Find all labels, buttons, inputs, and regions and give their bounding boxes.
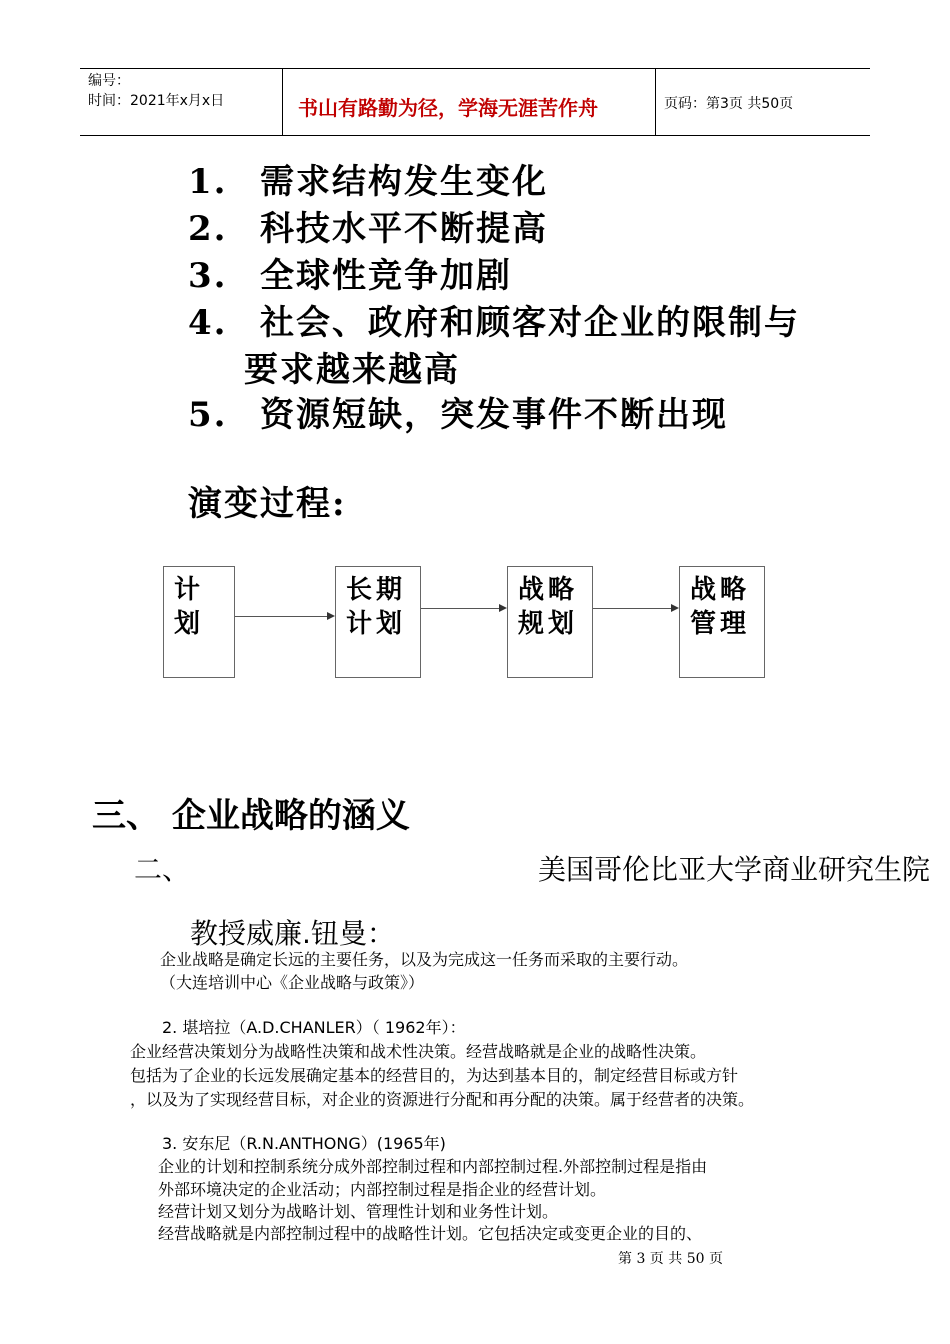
list-item-continuation: 要求越来越高	[244, 350, 460, 390]
flow-arrow	[593, 608, 677, 609]
stage-label: 计 划	[174, 575, 205, 639]
list-text: 全球性竞争加剧	[260, 256, 512, 296]
header-divider	[282, 68, 283, 136]
stage-label: 战略 规划	[518, 575, 579, 639]
list-number: 1.	[188, 162, 228, 202]
definition-line: 包括为了企业的长远发展确定基本的经营目的，为达到基本目的，制定经营目标或方针	[130, 1066, 739, 1085]
definition-heading: 2. 堪培拉（A.D.CHANLER）（ 1962年）：	[162, 1018, 466, 1037]
footer-page-number: 第 3 页 共 50 页	[618, 1251, 723, 1267]
definition-line: 企业的计划和控制系统分成外部控制过程和内部控制过程.外部控制过程是指由	[158, 1157, 708, 1176]
list-item	[188, 207, 548, 251]
stage-label: 战略 管理	[690, 575, 751, 639]
list-number: 5.	[188, 395, 228, 435]
definition-line: 企业经营决策划分为战略性决策和战术性决策。经营战略就是企业的战略性决策。	[130, 1042, 707, 1061]
stage-box-strategic-management	[679, 566, 765, 678]
list-number: 3.	[188, 256, 228, 296]
definition-author: 教授威廉.钮曼：	[190, 917, 395, 950]
header-page-info: 页码：第3页 共50页	[664, 96, 794, 112]
definition-text: 企业战略是确定长远的主要任务，以及为完成这一任务而采取的主要行动。	[160, 950, 689, 969]
definition-source: 美国哥伦比亚大学商业研究生院	[538, 853, 931, 886]
list-number: 2.	[188, 209, 228, 249]
header-top-rule	[80, 68, 870, 69]
definition-line: 外部环境决定的企业活动；内部控制过程是指企业的经营计划。	[158, 1180, 607, 1199]
time-label: 时间：2021年x月x日	[88, 93, 225, 109]
list-text: 需求结构发生变化	[260, 162, 548, 202]
flow-arrow	[421, 608, 505, 609]
list-text: 社会、政府和顾客对企业的限制与	[260, 303, 800, 343]
stage-label: 长期 计划	[346, 575, 407, 639]
definition-line: 经营计划又划分为战略计划、管理性计划和业务性计划。	[158, 1202, 559, 1221]
evolution-title: 演变过程:	[188, 484, 347, 524]
definition-line: 经营战略就是内部控制过程中的战略性计划。它包括决定或变更企业的目的、	[158, 1224, 703, 1243]
list-item	[188, 160, 548, 204]
list-item	[188, 301, 800, 345]
stage-box-strategic-planning	[507, 566, 593, 678]
definition-line: ，以及为了实现经营目标，对企业的资源进行分配和再分配的决策。属于经营者的决策。	[130, 1090, 755, 1109]
definition-citation: （大连培训中心《企业战略与政策》）	[160, 973, 425, 992]
list-item	[188, 393, 728, 437]
serial-label: 编号：	[88, 73, 130, 89]
list-item	[188, 254, 512, 298]
list-text: 资源短缺，突发事件不断出现	[260, 395, 728, 435]
stage-box-long-term-plan	[335, 566, 421, 678]
stage-box-plan	[163, 566, 235, 678]
section-title: 三、 企业战略的涵义	[92, 796, 410, 836]
header-bottom-rule	[80, 135, 870, 136]
header-motto: 书山有路勤为径，学海无涯苦作舟	[298, 96, 598, 120]
list-number: 4.	[188, 303, 228, 343]
list-text: 科技水平不断提高	[260, 209, 548, 249]
definition-number: 二、	[134, 853, 191, 886]
definition-heading: 3. 安东尼（R.N.ANTHONG）(1965年)	[162, 1134, 446, 1153]
flow-arrow	[235, 616, 333, 617]
header-divider	[655, 68, 656, 136]
